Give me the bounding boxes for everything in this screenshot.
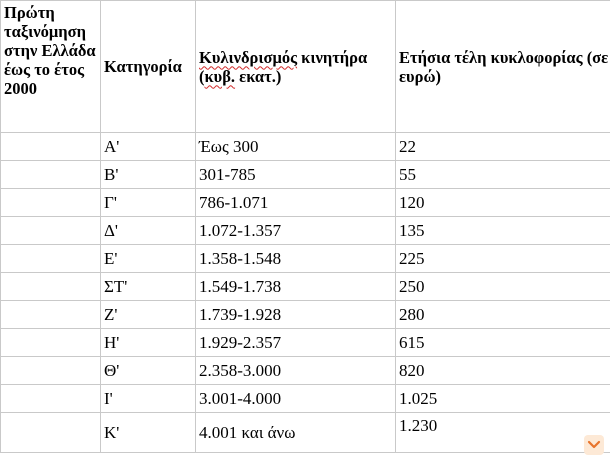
- cell-registration: [1, 133, 101, 161]
- cell-engine-capacity: 1.929-2.357: [196, 329, 396, 357]
- header-annual-fees: Ετήσια τέλη κυκλοφορίας (σε ευρώ): [396, 1, 610, 133]
- cell-annual-fee: 820: [396, 357, 610, 385]
- cell-annual-fee: 1.025: [396, 385, 610, 413]
- cell-registration: [1, 329, 101, 357]
- cell-registration: [1, 217, 101, 245]
- cell-category: Γ': [101, 189, 196, 217]
- cell-registration: [1, 413, 101, 453]
- cell-annual-fee: 22: [396, 133, 610, 161]
- cell-category: Ε': [101, 245, 196, 273]
- header-engine-capacity: [196, 1, 396, 133]
- table-row: [1, 189, 610, 217]
- cell-category: Θ': [101, 357, 196, 385]
- table-row: [1, 273, 610, 301]
- cell-engine-capacity: 2.358-3.000: [196, 357, 396, 385]
- cell-category: Ζ': [101, 301, 196, 329]
- zoom-button[interactable]: [584, 435, 604, 455]
- cell-category: Κ': [101, 413, 196, 453]
- table-row: [1, 413, 610, 453]
- cell-annual-fee: 615: [396, 329, 610, 357]
- cell-registration: [1, 161, 101, 189]
- header-engine-capacity-rest: κινητήρα: [297, 47, 368, 67]
- spellcheck-unit: κυβ.: [204, 66, 236, 86]
- cell-category: Α': [101, 133, 196, 161]
- cell-annual-fee: 280: [396, 301, 610, 329]
- table-row: [1, 245, 610, 273]
- cell-category: Η': [101, 329, 196, 357]
- cell-category: ΣΤ': [101, 273, 196, 301]
- table-row: [1, 329, 610, 357]
- header-engine-unit-rest: εκατ.): [235, 66, 282, 86]
- cell-annual-fee: 120: [396, 189, 610, 217]
- header-category: Κατηγορία: [101, 1, 196, 133]
- cell-annual-fee: 55: [396, 161, 610, 189]
- cell-annual-fee: 225: [396, 245, 610, 273]
- table-row: [1, 357, 610, 385]
- cell-annual-fee: 135: [396, 217, 610, 245]
- header-row: [1, 1, 610, 133]
- table-row: [1, 217, 610, 245]
- table-row: [1, 161, 610, 189]
- cell-category: Β': [101, 161, 196, 189]
- cell-registration: [1, 245, 101, 273]
- spellcheck-word: Κυλινδρισμός: [199, 47, 298, 67]
- table-body: [1, 1, 610, 453]
- cell-engine-capacity: 1.549-1.738: [196, 273, 396, 301]
- cell-engine-capacity: Έως 300: [196, 133, 396, 161]
- cell-engine-capacity: 301-785: [196, 161, 396, 189]
- cell-engine-capacity: 3.001-4.000: [196, 385, 396, 413]
- cell-engine-capacity: 4.001 και άνω: [196, 413, 396, 453]
- cell-annual-fee: 1.230: [396, 413, 610, 453]
- header-registration: Πρώτη ταξινόμηση στην Ελλάδα έως το έτος 2000: [1, 1, 101, 133]
- cell-category: Δ': [101, 217, 196, 245]
- zoom-icon: [587, 438, 601, 452]
- table-row: [1, 385, 610, 413]
- table-row: [1, 301, 610, 329]
- table-row: [1, 133, 610, 161]
- cell-engine-capacity: 786-1.071: [196, 189, 396, 217]
- cell-registration: [1, 385, 101, 413]
- cell-registration: [1, 357, 101, 385]
- cell-category: Ι': [101, 385, 196, 413]
- cell-registration: [1, 189, 101, 217]
- cell-registration: [1, 301, 101, 329]
- header-engine-open-paren: (: [199, 66, 205, 86]
- cell-registration: [1, 273, 101, 301]
- cell-engine-capacity: 1.358-1.548: [196, 245, 396, 273]
- cell-engine-capacity: 1.739-1.928: [196, 301, 396, 329]
- cell-engine-capacity: 1.072-1.357: [196, 217, 396, 245]
- cell-annual-fee: 250: [396, 273, 610, 301]
